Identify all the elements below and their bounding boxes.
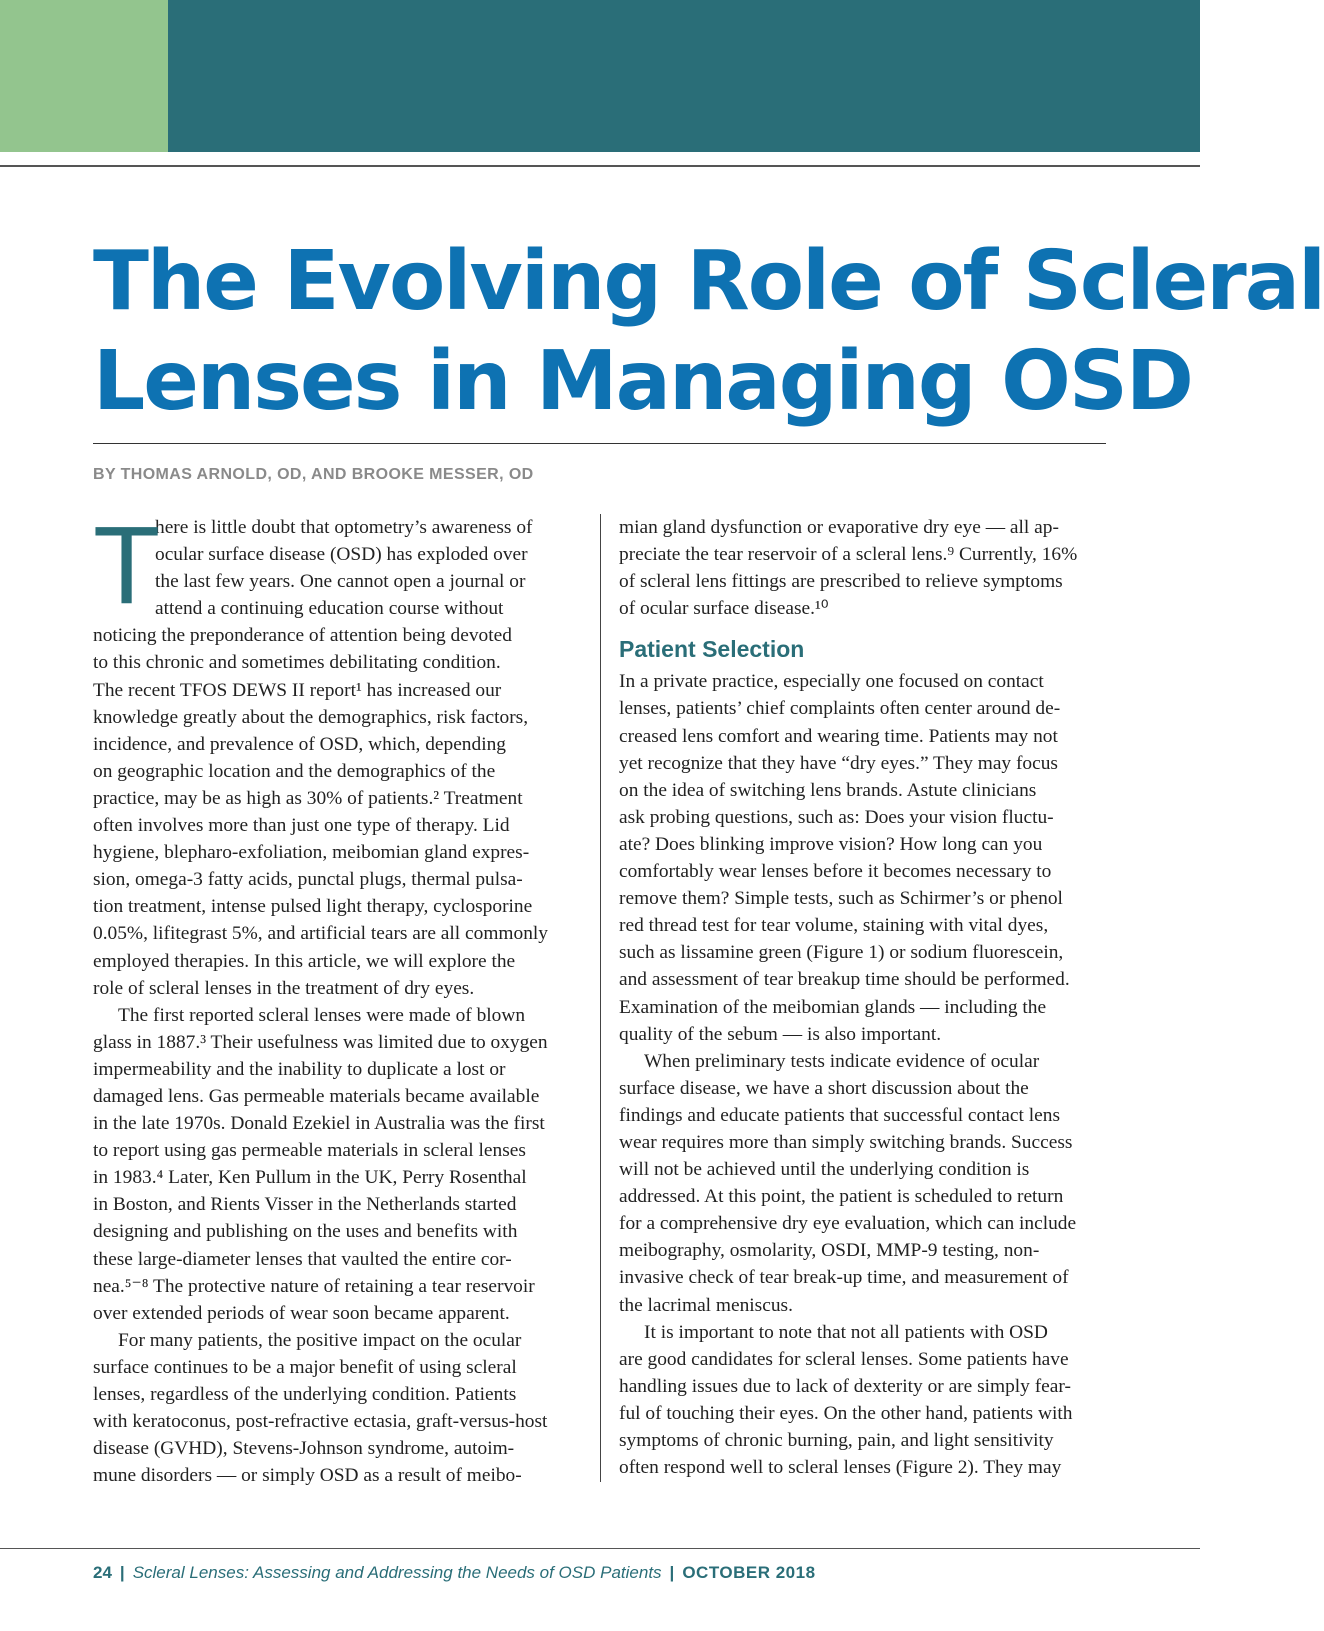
body-line: symptoms of chronic burning, pain, and light sensitivity — [619, 1430, 1054, 1451]
body-line: The recent TFOS DEWS II report¹ has increased our — [93, 679, 502, 701]
article-title-line: The Evolving Role of Scleral — [93, 234, 1324, 329]
body-line: nea.⁵⁻⁸ The protective nature of retaining a tear reservoir — [93, 1275, 535, 1297]
body-line: tion treatment, intense pulsed light therapy, cyclosporine — [93, 896, 533, 918]
left-column — [93, 504, 583, 1489]
column-divider — [600, 514, 601, 1482]
body-line: comfortably wear lenses before it becomes necessary to — [619, 861, 1052, 883]
body-line: handling issues due to lack of dexterity or are simply fear- — [619, 1375, 1071, 1397]
body-line: hygiene, blepharo-exfoliation, meibomian gland expres- — [93, 842, 530, 864]
body-line: ocular surface disease (OSD) has exploded over — [155, 544, 528, 566]
body-line: of ocular surface disease.¹⁰ — [619, 598, 829, 620]
publication-title: Scleral Lenses: Assessing and Addressing the Needs of OSD Patients — [132, 1563, 662, 1582]
body-line: In a private practice, especially one focused on contact — [619, 671, 1044, 693]
body-line: on the idea of switching lens brands. Astute clinicians — [619, 779, 1037, 801]
title-divider — [93, 443, 1106, 444]
body-line: 0.05%, lifitegrast 5%, and artificial tears are all commonly — [93, 923, 548, 945]
body-line: are good candidates for scleral lenses. Some patients have — [619, 1348, 1069, 1370]
body-line: with keratoconus, post-refractive ectasia, graft-versus-host — [93, 1411, 548, 1433]
body-line: glass in 1887.³ Their usefulness was limited due to oxygen — [93, 1031, 548, 1053]
body-line: designing and publishing on the uses and benefits with — [93, 1221, 518, 1243]
body-line: the lacrimal meniscus. — [619, 1294, 793, 1316]
article-title-line: Lenses in Managing OSD — [93, 334, 1192, 429]
body-line: impermeability and the inability to duplicate a lost or — [93, 1058, 506, 1080]
body-line: in 1983.⁴ Later, Ken Pullum in the UK, Perry Rosenthal — [93, 1167, 527, 1189]
article-title — [93, 232, 1324, 432]
body-line: role of scleral lenses in the treatment of dry eyes. — [93, 977, 475, 999]
body-line: The first reported scleral lenses were made of blown — [118, 1004, 526, 1026]
body-line: employed therapies. In this article, we will explore the — [93, 950, 516, 972]
body-line: lenses, regardless of the underlying condition. Patients — [93, 1384, 517, 1405]
byline: BY THOMAS ARNOLD, OD, AND BROOKE MESSER, OD — [93, 466, 534, 483]
body-line: mian gland dysfunction or evaporative dry eye — all ap- — [619, 517, 1059, 538]
body-line: yet recognize that they have “dry eyes.” They may focus — [619, 752, 1058, 774]
body-line: for a comprehensive dry eye evaluation, which can include — [619, 1213, 1077, 1235]
body-line: will not be achieved until the underlying condition is — [619, 1159, 1030, 1181]
body-line: attend a continuing education course without — [155, 598, 504, 620]
body-line: practice, may be as high as 30% of patients.² Treatment — [93, 787, 523, 809]
header-color-band — [168, 0, 1200, 152]
body-line: ask probing questions, such as: Does your vision fluctu- — [619, 806, 1054, 828]
body-line: of scleral lens fittings are prescribed to relieve symptoms — [619, 571, 1063, 593]
body-line: noticing the preponderance of attention being devoted — [93, 625, 512, 647]
body-line: on geographic location and the demographics of the — [93, 760, 496, 782]
body-line: remove them? Simple tests, such as Schirmer’s or phenol — [619, 888, 1063, 910]
body-line: and assessment of tear breakup time should be performed. — [619, 969, 1070, 991]
body-line: Examination of the meibomian glands — including the — [619, 996, 1047, 1018]
body-line: in the late 1970s. Donald Ezekiel in Australia was the first — [93, 1113, 545, 1135]
body-line: creased lens comfort and wearing time. Patients may not — [619, 725, 1058, 747]
body-line: red thread test for tear volume, staining with vital dyes, — [619, 915, 1049, 937]
body-line: ful of touching their eyes. On the other hand, patients with — [619, 1402, 1073, 1424]
body-line: the last few years. One cannot open a journal or — [155, 571, 526, 593]
header-accent-band — [0, 0, 168, 152]
drop-cap: T — [93, 504, 161, 627]
body-line: meibography, osmolarity, OSDI, MMP-9 testing, non- — [619, 1240, 1040, 1262]
body-line: surface disease, we have a short discussion about the — [619, 1077, 1029, 1099]
page-number: 24 — [93, 1563, 112, 1582]
body-line: to this chronic and sometimes debilitating condition. — [93, 652, 501, 674]
footer-divider — [0, 1548, 1200, 1549]
page-footer — [93, 1562, 816, 1584]
header-divider — [0, 165, 1200, 167]
body-line: addressed. At this point, the patient is scheduled to return — [619, 1186, 1064, 1208]
body-line: knowledge greatly about the demographics, risk factors, — [93, 706, 529, 728]
body-line: over extended periods of wear soon became apparent. — [93, 1302, 510, 1324]
body-line: wear requires more than simply switching brands. Success — [619, 1131, 1073, 1153]
body-line: in Boston, and Rients Visser in the Netherlands started — [93, 1194, 517, 1216]
body-line: to report using gas permeable materials in scleral lenses — [93, 1140, 526, 1162]
body-line: preciate the tear reservoir of a scleral lens.⁹ Currently, 16% — [619, 544, 1078, 566]
body-line: invasive check of tear break-up time, and measurement of — [619, 1267, 1069, 1289]
body-line: quality of the sebum — is also important. — [619, 1023, 942, 1045]
issue-date: OCTOBER 2018 — [682, 1563, 816, 1582]
body-line: often involves more than just one type of therapy. Lid — [93, 815, 510, 837]
right-column — [619, 514, 1109, 1481]
body-line: findings and educate patients that successful contact lens — [619, 1104, 1060, 1126]
body-line: often respond well to scleral lenses (Figure 2). They may — [619, 1457, 1062, 1479]
body-line: damaged lens. Gas permeable materials became available — [93, 1085, 540, 1107]
footer-separator: | — [669, 1563, 675, 1582]
body-line: mune disorders — or simply OSD as a result of meibo- — [93, 1465, 522, 1487]
body-line: For many patients, the positive impact on the ocular — [118, 1329, 522, 1351]
body-line: disease (GVHD), Stevens-Johnson syndrome, autoim- — [93, 1438, 515, 1460]
body-line: here is little doubt that optometry’s awareness of — [155, 517, 533, 538]
body-line: such as lissamine green (Figure 1) or sodium fluorescein, — [619, 942, 1064, 964]
body-line: It is important to note that not all patients with OSD — [644, 1321, 1048, 1343]
footer-separator: | — [119, 1563, 125, 1582]
body-line: When preliminary tests indicate evidence of ocular — [644, 1050, 1040, 1072]
body-line: ate? Does blinking improve vision? How long can you — [619, 833, 1043, 855]
section-heading: Patient Selection — [619, 636, 805, 663]
body-line: these large-diameter lenses that vaulted the entire cor- — [93, 1248, 512, 1270]
body-line: lenses, patients’ chief complaints often center around de- — [619, 698, 1061, 720]
body-line: sion, omega-3 fatty acids, punctal plugs, thermal pulsa- — [93, 869, 523, 891]
body-line: incidence, and prevalence of OSD, which, depending — [93, 733, 506, 755]
body-line: surface continues to be a major benefit of using scleral — [93, 1356, 517, 1378]
